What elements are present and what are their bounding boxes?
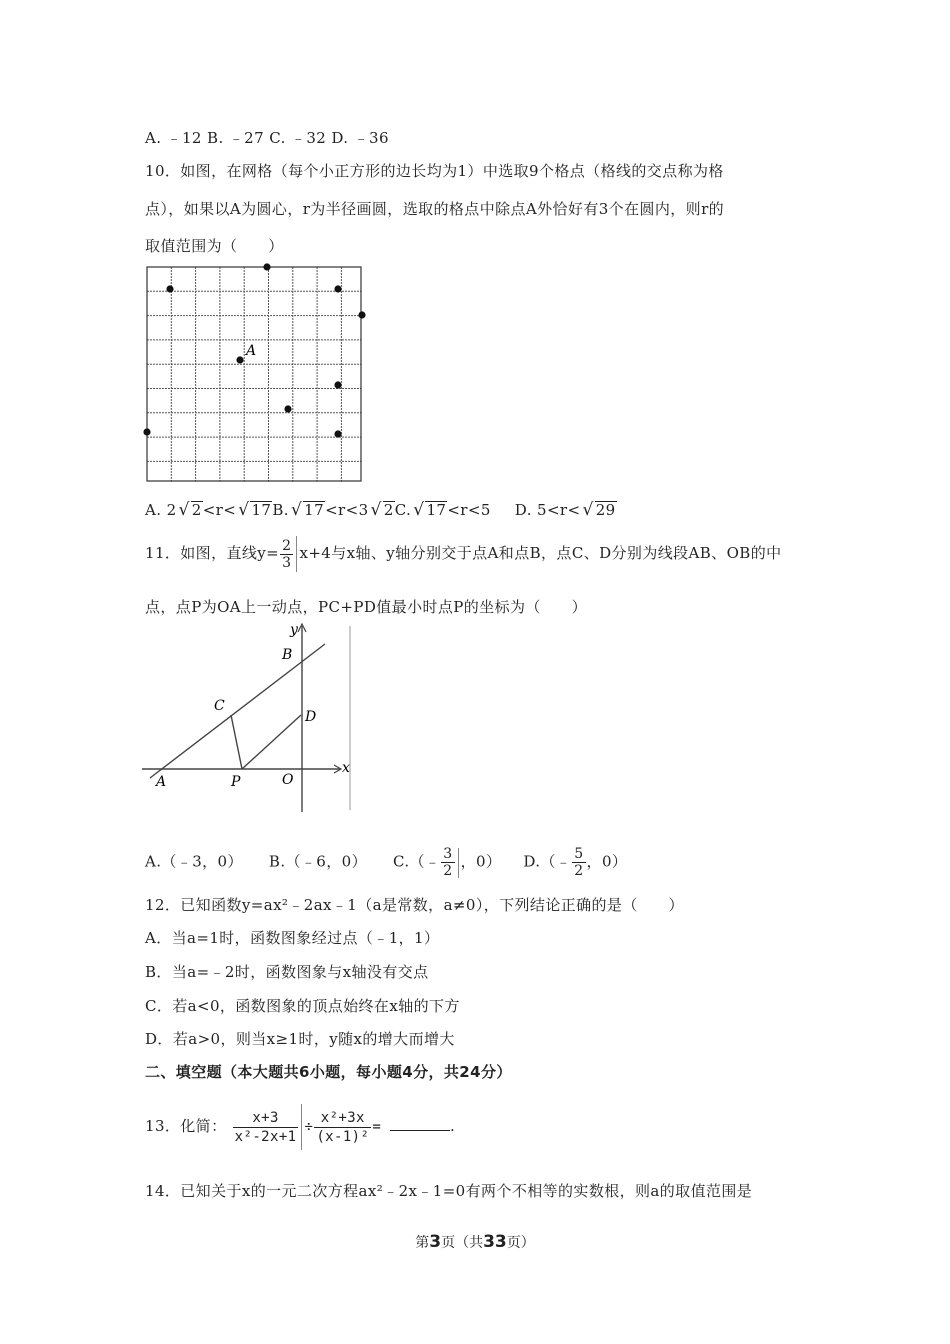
q12-option-d: D．若a>0，则当x≥1时，y随x的增大而增大	[145, 1030, 455, 1048]
grid-point	[358, 311, 365, 318]
q13-answer-blank	[390, 1116, 450, 1131]
q11-line-figure	[140, 620, 360, 815]
grid-point	[334, 430, 341, 437]
q11-label-a: A	[156, 774, 167, 790]
q14-line: 14．已知关于x的一元二次方程ax²﹣2x﹣1=0有两个不相等的实数根，则a的取值范围是	[145, 1182, 753, 1200]
section2-title: 二、填空题（本大题共6小题，每小题4分，共24分）	[145, 1063, 512, 1081]
q10-line2: 点），如果以A为圆心，r为半径画圆，选取的格点中除点A外恰好有3个在圆内，则r的	[145, 200, 725, 218]
q12-stem: 12．已知函数y=ax²﹣2ax﹣1（a是常数，a≠0），下列结论正确的是（ ）	[145, 896, 684, 914]
grid-point	[284, 405, 291, 412]
q11-slope-fraction: $\frac{2}{3}$	[282, 537, 292, 571]
page-total: 33	[483, 1232, 507, 1252]
grid-point	[236, 356, 243, 363]
q13-fraction-2: $\frac{\text{x²+3x}}{\text{(x-1)²}}$	[316, 1109, 370, 1145]
q12-option-b: B．当a=﹣2时，函数图象与x轴没有交点	[145, 963, 429, 981]
q11-label-x: x	[342, 760, 350, 776]
grid-point	[334, 381, 341, 388]
grid-point	[143, 428, 150, 435]
q11-label-p: P	[231, 774, 241, 790]
q11-label-d: D	[305, 709, 317, 725]
q11-label-c: C	[214, 698, 225, 714]
grid-point	[166, 285, 173, 292]
q12-option-a: A．当a=1时，函数图象经过点（﹣1，1）	[145, 929, 440, 947]
q10-point-a-label: A	[246, 343, 257, 359]
q10-line1: 10．如图，在网格（每个小正方形的边长均为1）中选取9个格点（格线的交点称为格	[145, 162, 724, 180]
q13-line: 13．化简： $\frac{x+3}{\text{x²-2x+1}}$ ÷ $\frac{\text{x²+3x}}{\text{(x-1)²}}$ = .	[145, 1104, 455, 1150]
grid-point	[263, 263, 270, 270]
q11-options: A.（﹣3，0） B.（﹣6，0） C.（﹣ $\frac{3}{2}$ ，0） D.（﹣ $\frac{5}{2}$ ，0）	[145, 846, 628, 879]
q11-label-y: y	[290, 622, 298, 638]
q12-option-c: C．若a<0，函数图象的顶点始终在x轴的下方	[145, 997, 460, 1015]
q13-fraction-1: $\frac{x+3}{\text{x²-2x+1}}$	[234, 1109, 297, 1145]
q9-options: A. ﹣12 B. ﹣27 C. ﹣32 D. ﹣36	[145, 129, 389, 147]
q11-line2: 点，点P为OA上一动点，PC+PD值最小时点P的坐标为（ ）	[145, 598, 587, 616]
q11-label-o: O	[282, 772, 294, 788]
page-number: 3	[429, 1232, 442, 1252]
q10-options: A. 2 √ 2<r< √ 17B. √ 17<r<3 √ 2C. √ 17<r<5 D. 5<r< √ 29	[145, 500, 616, 520]
page-footer: 第3页（共33页）	[415, 1232, 535, 1252]
q10-grid-figure	[140, 262, 375, 484]
q11-line1: 11．如图，直线y= $\frac{2}{3}$ x+4与x轴、y轴分别交于点A和点B，点C、D分别为线段AB、OB的中	[145, 537, 782, 571]
grid-point	[334, 285, 341, 292]
q11-label-b: B	[282, 647, 293, 663]
q10-line3: 取值范围为（ ）	[145, 237, 284, 255]
